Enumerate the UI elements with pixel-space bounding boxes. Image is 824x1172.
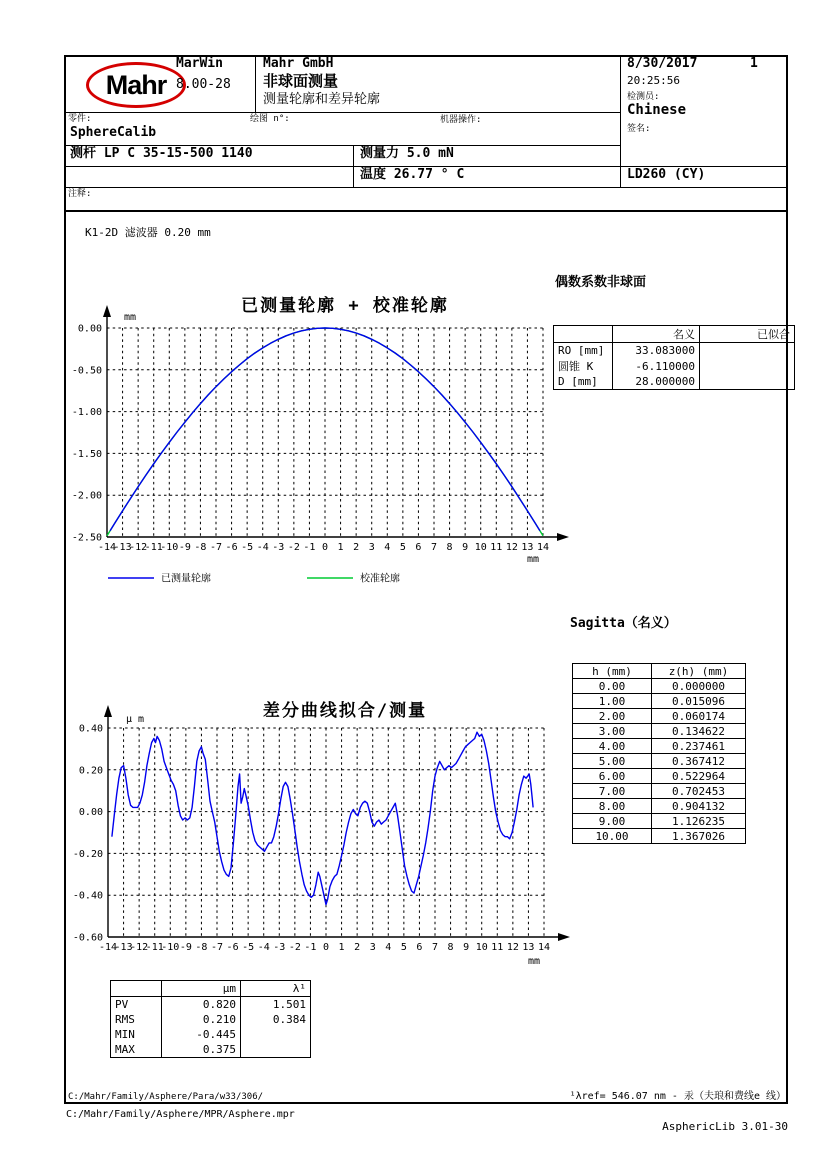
cell: MIN (115, 1028, 135, 1041)
x-tick-label: -8 (195, 942, 208, 953)
x-tick-label: 13 (522, 942, 535, 953)
library-version: AsphericLib 3.01-30 (662, 1120, 788, 1133)
cell: 0.060174 (652, 709, 746, 724)
asphere-heading: 偶数系数非球面 (555, 275, 647, 290)
cell: 10.00 (573, 829, 652, 844)
x-tick-label: -10 (161, 942, 180, 953)
divider (64, 187, 788, 188)
machine-operation-label: 机器操作: (440, 115, 482, 125)
x-tick-label: -11 (145, 942, 164, 953)
cell: 33.083000 (613, 343, 700, 359)
device-name: LD260 (CY) (627, 167, 706, 182)
legend-label: 已测量轮廓 (161, 573, 211, 585)
x-tick-label: 14 (536, 542, 550, 553)
y-tick-label: -2.00 (71, 490, 102, 502)
x-tick-label: -12 (129, 542, 148, 553)
cell: 0.015096 (652, 694, 746, 709)
filter-info: K1-2D 滤波器 0.20 mm (85, 226, 211, 239)
cell: 1.501 (241, 997, 311, 1013)
cell (700, 374, 795, 390)
x-tick-label: -6 (226, 942, 239, 953)
part-name: SphereCalib (70, 125, 157, 140)
cell: 7.00 (573, 784, 652, 799)
results-table (110, 980, 311, 1058)
asphere-parameter-table (553, 325, 795, 390)
y-tick-label: -1.00 (71, 407, 102, 419)
x-tick-label: 8 (446, 542, 453, 553)
x-tick-label: 7 (431, 942, 439, 953)
cell: PV (115, 998, 129, 1011)
x-tick-label: -7 (210, 942, 224, 953)
cell: 0.367412 (652, 754, 746, 769)
report-time: 20:25:56 (627, 74, 680, 87)
company-name: Mahr GmbH (263, 56, 334, 71)
x-tick-label: 13 (521, 542, 534, 553)
report-subtitle: 测量轮廓和差异轮廓 (263, 92, 381, 107)
x-tick-label: 5 (400, 942, 407, 953)
cell: 1.00 (573, 694, 652, 709)
x-tick-label: -13 (114, 942, 133, 953)
x-tick-label: 3 (368, 542, 375, 553)
x-tick-label: -1 (303, 542, 316, 553)
x-axis-unit: mm (528, 956, 541, 967)
y-axis-unit: μ m (126, 714, 145, 725)
x-tick-label: 5 (399, 542, 406, 553)
cell: 9.00 (573, 814, 652, 829)
signature-label: 签名: (627, 124, 651, 134)
report-date: 8/30/2017 (627, 56, 698, 71)
x-tick-label: 9 (462, 542, 469, 553)
x-tick-label: 4 (384, 542, 391, 553)
x-tick-label: -8 (194, 542, 207, 553)
measuring-force: 测量力 5.0 mN (360, 146, 454, 161)
y-tick-label: -2.50 (71, 532, 102, 544)
column-header (111, 981, 162, 997)
inspector-label: 检测员: (627, 92, 660, 102)
x-tick-label: -12 (130, 942, 149, 953)
drawing-number-label: 绘图 n°: (250, 114, 290, 124)
x-axis-arrow (558, 933, 570, 941)
cell: 圆锥 K (558, 360, 594, 373)
x-tick-label: 3 (369, 942, 376, 953)
y-axis-unit: mm (124, 312, 137, 323)
cell: 0.237461 (652, 739, 746, 754)
divider (64, 112, 620, 113)
wavelength-footnote: ¹λref= 546.07 nm - 汞（夫琅和费线e 线） (569, 1091, 786, 1102)
divider (255, 55, 256, 112)
x-tick-label: -5 (242, 942, 255, 953)
app-version: 8.00-28 (176, 77, 231, 92)
x-tick-label: -3 (273, 942, 286, 953)
y-tick-label: 0.00 (77, 323, 102, 335)
inspector-name: Chinese (627, 102, 687, 118)
cell: RMS (115, 1013, 135, 1026)
cell: 0.904132 (652, 799, 746, 814)
divider (64, 210, 788, 212)
cell: 0.375 (162, 1042, 241, 1058)
cell: 0.00 (573, 679, 652, 694)
cell: 1.367026 (652, 829, 746, 844)
x-tick-label: -5 (241, 542, 254, 553)
x-tick-label: 0 (321, 542, 329, 553)
cell: -6.110000 (613, 358, 700, 374)
cell: 1.126235 (652, 814, 746, 829)
x-tick-label: 2 (354, 942, 361, 953)
x-tick-label: -9 (178, 542, 191, 553)
column-header: z(h) (mm) (652, 664, 746, 679)
x-tick-label: -4 (256, 542, 269, 553)
report-title: 非球面测量 (263, 72, 339, 90)
x-tick-label: -9 (179, 942, 192, 953)
divider (620, 55, 621, 187)
page-number: 1 (750, 56, 758, 71)
cell: 6.00 (573, 769, 652, 784)
x-tick-label: -3 (272, 542, 285, 553)
cell: 0.522964 (652, 769, 746, 784)
sagitta-heading: Sagitta（名义） (570, 616, 677, 631)
x-tick-label: 11 (490, 542, 503, 553)
y-tick-label: 0.20 (78, 765, 103, 777)
parameter-file-path: C:/Mahr/Family/Asphere/Para/w33/306/ (68, 1092, 264, 1102)
x-tick-label: -10 (160, 542, 179, 553)
y-tick-label: -0.50 (71, 365, 102, 377)
y-tick-label: -0.20 (72, 848, 103, 860)
x-tick-label: -14 (97, 542, 117, 553)
temperature: 温度 26.77 ° C (360, 167, 465, 182)
cell: D [mm] (558, 375, 598, 388)
cell: 4.00 (573, 739, 652, 754)
x-tick-label: 6 (416, 942, 423, 953)
column-header (554, 326, 613, 343)
x-tick-label: -4 (257, 942, 270, 953)
y-tick-label: -1.50 (71, 448, 102, 460)
cell: 3.00 (573, 724, 652, 739)
x-tick-label: 4 (385, 942, 392, 953)
cell (241, 1027, 311, 1042)
measured-vs-calibrated-chart (64, 284, 624, 604)
cell: 2.00 (573, 709, 652, 724)
x-tick-label: 10 (475, 942, 488, 953)
app-name: MarWin (176, 56, 223, 71)
notes-label: 注释: (68, 189, 92, 199)
series-差分曲线 (112, 732, 533, 904)
cell: 0.134622 (652, 724, 746, 739)
y-axis-arrow (104, 705, 112, 717)
x-tick-label: 0 (322, 942, 330, 953)
cell: 0.384 (241, 1012, 311, 1027)
x-tick-label: 9 (463, 942, 470, 953)
x-tick-label: -2 (287, 542, 300, 553)
column-header: λ¹ (241, 981, 311, 997)
legend-label: 校准轮廓 (360, 573, 400, 585)
mahr-logo (86, 62, 186, 108)
difference-chart-title: 差分曲线拟合/测量 (262, 701, 428, 721)
x-tick-label: 1 (337, 542, 344, 553)
x-tick-label: -1 (304, 942, 317, 953)
cell (700, 358, 795, 374)
x-tick-label: -7 (209, 542, 223, 553)
x-tick-label: 11 (491, 942, 504, 953)
measured-profile-chart-title: 已测量轮廓 + 校准轮廓 (241, 296, 449, 316)
y-tick-label: -0.40 (72, 890, 103, 902)
x-tick-label: 10 (474, 542, 487, 553)
part-label: 零件: (68, 114, 92, 124)
y-tick-label: -0.60 (72, 932, 103, 944)
column-header: h (mm) (573, 664, 652, 679)
mahr-logo-text: Mahr (105, 69, 167, 100)
x-tick-label: -2 (288, 942, 301, 953)
cell: 28.000000 (613, 374, 700, 390)
x-tick-label: -13 (113, 542, 132, 553)
x-tick-label: -14 (98, 942, 118, 953)
cell: 5.00 (573, 754, 652, 769)
column-header: μm (162, 981, 241, 997)
x-tick-label: 1 (338, 942, 345, 953)
cell: MAX (115, 1043, 135, 1056)
x-tick-label: 7 (430, 542, 438, 553)
difference-chart (64, 695, 624, 985)
x-axis-arrow (557, 533, 569, 541)
column-header: 名义 (613, 326, 700, 343)
cell: 0.702453 (652, 784, 746, 799)
y-tick-label: 0.00 (78, 807, 103, 819)
cell: RO [mm] (558, 344, 605, 357)
cell (241, 1042, 311, 1058)
cell: -0.445 (162, 1027, 241, 1042)
cell: 0.820 (162, 997, 241, 1013)
x-tick-label: -11 (144, 542, 163, 553)
program-file-path: C:/Mahr/Family/Asphere/MPR/Asphere.mpr (66, 1109, 295, 1120)
y-axis-arrow (103, 305, 111, 317)
cell (700, 343, 795, 359)
x-tick-label: 12 (505, 542, 518, 553)
x-tick-label: 2 (353, 542, 360, 553)
x-tick-label: 14 (537, 942, 551, 953)
x-tick-label: 8 (447, 942, 454, 953)
cell: 8.00 (573, 799, 652, 814)
column-header: 已似合 (700, 326, 795, 343)
x-axis-unit: mm (527, 554, 540, 565)
cell: 0.000000 (652, 679, 746, 694)
probe-info: 测杆 LP C 35-15-500 1140 (70, 146, 253, 161)
x-tick-label: 12 (506, 942, 519, 953)
y-tick-label: 0.40 (78, 723, 103, 735)
x-tick-label: 6 (415, 542, 422, 553)
x-tick-label: -6 (225, 542, 238, 553)
cell: 0.210 (162, 1012, 241, 1027)
